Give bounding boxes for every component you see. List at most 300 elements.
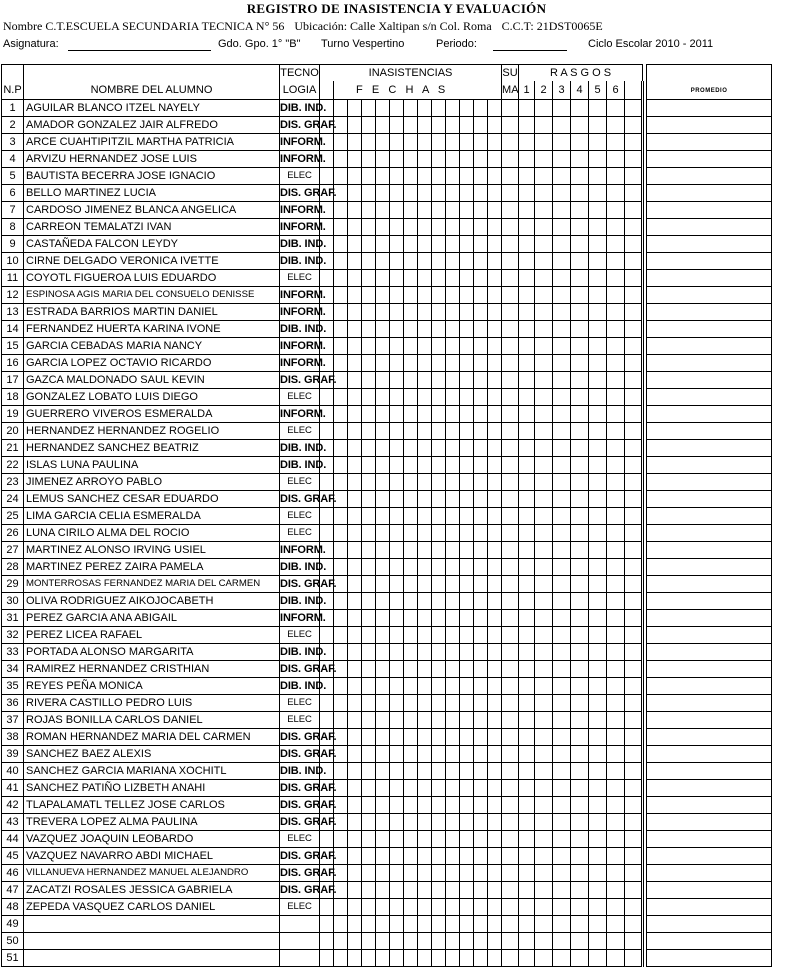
student-number: 31 xyxy=(2,610,24,627)
table-row xyxy=(2,916,772,933)
absence-cell xyxy=(488,440,502,457)
trait-spacer xyxy=(625,253,643,270)
table-row xyxy=(2,491,772,508)
absence-cell xyxy=(390,933,404,950)
school-info-line xyxy=(3,19,613,34)
technology-cell: DIS. GRAF. xyxy=(280,372,320,389)
absence-cell xyxy=(390,916,404,933)
absence-cell xyxy=(460,661,474,678)
table-row xyxy=(2,423,772,440)
absence-cell xyxy=(418,542,432,559)
absence-cell xyxy=(488,916,502,933)
trait-cell xyxy=(607,406,625,423)
trait-spacer xyxy=(625,916,643,933)
absence-cell xyxy=(432,746,446,763)
trait-cell xyxy=(607,440,625,457)
absence-cell xyxy=(418,389,432,406)
absence-cell xyxy=(432,712,446,729)
table-row xyxy=(2,559,772,576)
absence-cell xyxy=(446,831,460,848)
absence-cell xyxy=(474,542,488,559)
trait-cell xyxy=(589,610,607,627)
trait-cell xyxy=(571,831,589,848)
cycle-label: Ciclo Escolar 2010 - 2011 xyxy=(588,38,714,50)
absence-cell xyxy=(320,916,334,933)
absence-cell xyxy=(348,542,362,559)
absence-cell xyxy=(362,848,376,865)
absence-cell xyxy=(460,950,474,967)
absence-cell xyxy=(348,610,362,627)
trait-cell xyxy=(535,440,553,457)
trait-cell xyxy=(607,372,625,389)
average-cell xyxy=(647,576,772,593)
trait-cell xyxy=(571,168,589,185)
absence-cell xyxy=(460,372,474,389)
trait-cell xyxy=(553,933,571,950)
trait-cell xyxy=(553,882,571,899)
absence-cell xyxy=(348,780,362,797)
sum-cell xyxy=(502,865,519,882)
absence-cell xyxy=(404,814,418,831)
absence-cell xyxy=(362,100,376,117)
student-name: FERNANDEZ HUERTA KARINA IVONE xyxy=(24,321,280,338)
absence-cell xyxy=(488,882,502,899)
trait-cell xyxy=(589,797,607,814)
absence-cell xyxy=(488,202,502,219)
absence-cell xyxy=(390,746,404,763)
absence-cell xyxy=(376,712,390,729)
average-cell xyxy=(647,423,772,440)
absence-cell xyxy=(488,678,502,695)
absence-cell xyxy=(446,338,460,355)
absence-cell xyxy=(474,236,488,253)
absence-cell xyxy=(432,780,446,797)
absence-cell xyxy=(348,865,362,882)
trait-cell xyxy=(589,627,607,644)
trait-cell xyxy=(553,746,571,763)
absence-cell xyxy=(432,151,446,168)
sum-header-top: SU xyxy=(502,65,519,82)
absence-cell xyxy=(334,950,348,967)
absence-cell xyxy=(404,950,418,967)
absence-cell xyxy=(362,202,376,219)
absence-cell xyxy=(474,304,488,321)
table-row xyxy=(2,576,772,593)
absence-cell xyxy=(460,797,474,814)
average-cell xyxy=(647,848,772,865)
trait-cell xyxy=(535,202,553,219)
student-name: MONTERROSAS FERNANDEZ MARIA DEL CARMEN xyxy=(24,576,280,593)
trait-cell xyxy=(607,916,625,933)
sum-cell xyxy=(502,491,519,508)
absence-cell xyxy=(446,117,460,134)
absence-cell xyxy=(418,474,432,491)
absence-cell xyxy=(334,593,348,610)
trait-cell xyxy=(571,423,589,440)
absence-cell xyxy=(376,814,390,831)
student-number: 30 xyxy=(2,593,24,610)
trait-cell xyxy=(553,491,571,508)
student-number: 5 xyxy=(2,168,24,185)
trait-cell xyxy=(571,321,589,338)
sum-cell xyxy=(502,321,519,338)
trait-cell xyxy=(535,219,553,236)
trait-spacer xyxy=(625,81,643,100)
average-cell xyxy=(647,355,772,372)
name-header: NOMBRE DEL ALUMNO xyxy=(24,81,280,100)
trait-cell xyxy=(535,678,553,695)
technology-cell: INFORM. xyxy=(280,542,320,559)
trait-cell xyxy=(553,338,571,355)
absence-cell xyxy=(404,593,418,610)
absence-cell xyxy=(446,423,460,440)
absence-cell xyxy=(348,814,362,831)
trait-cell xyxy=(607,542,625,559)
absence-cell xyxy=(432,729,446,746)
trait-cell xyxy=(571,389,589,406)
absence-cell xyxy=(432,202,446,219)
trait-cell xyxy=(519,117,535,134)
absence-cell xyxy=(474,117,488,134)
absence-cell xyxy=(376,423,390,440)
absence-cell xyxy=(390,780,404,797)
absence-cell xyxy=(404,321,418,338)
absence-cell xyxy=(432,763,446,780)
absence-cell xyxy=(334,695,348,712)
absence-cell xyxy=(446,797,460,814)
absence-cell xyxy=(418,117,432,134)
table-row xyxy=(2,474,772,491)
absence-cell xyxy=(334,321,348,338)
absence-cell xyxy=(418,168,432,185)
absence-cell xyxy=(432,559,446,576)
technology-cell: INFORM. xyxy=(280,287,320,304)
absence-cell xyxy=(432,253,446,270)
trait-spacer xyxy=(625,338,643,355)
absence-cell xyxy=(432,627,446,644)
absence-cell xyxy=(362,882,376,899)
absence-cell xyxy=(488,389,502,406)
absence-cell xyxy=(460,236,474,253)
trait-cell xyxy=(519,610,535,627)
school-cct: C.C.T: 21DST0065E xyxy=(501,19,603,33)
table-row xyxy=(2,219,772,236)
trait-cell xyxy=(589,576,607,593)
absence-cell xyxy=(390,406,404,423)
average-cell xyxy=(647,117,772,134)
absence-cell xyxy=(446,236,460,253)
trait-cell xyxy=(535,763,553,780)
absence-cell xyxy=(418,644,432,661)
student-name: TLAPALAMATL TELLEZ JOSE CARLOS xyxy=(24,797,280,814)
absence-cell xyxy=(446,593,460,610)
trait-spacer xyxy=(625,304,643,321)
absence-cell xyxy=(348,882,362,899)
sum-cell xyxy=(502,423,519,440)
absence-cell xyxy=(404,933,418,950)
absence-cell xyxy=(446,576,460,593)
trait-cell xyxy=(535,100,553,117)
trait-cell xyxy=(553,389,571,406)
absence-cell xyxy=(362,508,376,525)
average-header xyxy=(647,81,772,100)
np-header-top xyxy=(2,65,24,82)
absence-cell xyxy=(488,338,502,355)
trait-cell xyxy=(519,168,535,185)
trait-cell xyxy=(607,100,625,117)
trait-cell xyxy=(607,593,625,610)
trait-cell xyxy=(589,712,607,729)
table-row xyxy=(2,899,772,916)
trait-cell xyxy=(535,593,553,610)
absence-cell xyxy=(334,610,348,627)
absence-cell xyxy=(376,100,390,117)
absence-cell xyxy=(460,423,474,440)
sum-cell xyxy=(502,848,519,865)
absence-cell xyxy=(404,865,418,882)
trait-cell xyxy=(607,882,625,899)
trait-cell xyxy=(607,202,625,219)
absence-cell xyxy=(460,508,474,525)
student-number: 1 xyxy=(2,100,24,117)
student-name xyxy=(24,916,280,933)
absence-cell xyxy=(362,253,376,270)
absence-cell xyxy=(432,185,446,202)
absence-cell xyxy=(390,865,404,882)
absence-cell xyxy=(418,134,432,151)
trait-cell xyxy=(535,559,553,576)
absence-cell xyxy=(320,270,334,287)
trait-cell xyxy=(607,338,625,355)
sum-cell xyxy=(502,712,519,729)
sum-cell xyxy=(502,678,519,695)
absence-cell xyxy=(488,100,502,117)
trait-cell xyxy=(607,355,625,372)
absence-cell xyxy=(348,899,362,916)
absence-cell xyxy=(348,729,362,746)
technology-cell: DIB. IND. xyxy=(280,559,320,576)
trait-cell xyxy=(535,627,553,644)
trait-spacer xyxy=(625,389,643,406)
trait-5-header: 5 xyxy=(589,81,607,100)
absence-cell xyxy=(348,185,362,202)
absence-cell xyxy=(460,695,474,712)
student-name: CARREON TEMALATZI IVAN xyxy=(24,219,280,236)
student-number: 49 xyxy=(2,916,24,933)
sum-cell xyxy=(502,916,519,933)
absence-cell xyxy=(404,287,418,304)
table-row xyxy=(2,389,772,406)
absence-cell xyxy=(432,508,446,525)
table-row xyxy=(2,814,772,831)
trait-cell xyxy=(589,678,607,695)
absence-cell xyxy=(474,270,488,287)
trait-cell xyxy=(607,321,625,338)
trait-cell xyxy=(553,627,571,644)
absence-cell xyxy=(390,338,404,355)
student-name: VAZQUEZ JOAQUIN LEOBARDO xyxy=(24,831,280,848)
absence-cell xyxy=(362,423,376,440)
trait-cell xyxy=(519,814,535,831)
absence-cell xyxy=(446,304,460,321)
student-name: LUNA CIRILO ALMA DEL ROCIO xyxy=(24,525,280,542)
trait-spacer xyxy=(625,270,643,287)
absence-cell xyxy=(348,457,362,474)
student-name: ZACATZI ROSALES JESSICA GABRIELA xyxy=(24,882,280,899)
absence-cell xyxy=(446,525,460,542)
sum-cell xyxy=(502,270,519,287)
table-row xyxy=(2,151,772,168)
absence-cell xyxy=(446,729,460,746)
average-cell xyxy=(647,219,772,236)
absence-cell xyxy=(460,287,474,304)
absence-cell xyxy=(376,865,390,882)
student-name: COYOTL FIGUEROA LUIS EDUARDO xyxy=(24,270,280,287)
student-name: RIVERA CASTILLO PEDRO LUIS xyxy=(24,695,280,712)
absence-cell xyxy=(348,797,362,814)
student-name: AGUILAR BLANCO ITZEL NAYELY xyxy=(24,100,280,117)
absence-cell xyxy=(348,287,362,304)
absence-cell xyxy=(362,814,376,831)
absence-cell xyxy=(362,338,376,355)
trait-cell xyxy=(589,423,607,440)
trait-cell xyxy=(589,134,607,151)
absence-cell xyxy=(460,678,474,695)
trait-cell xyxy=(535,831,553,848)
trait-cell xyxy=(553,644,571,661)
absence-cell xyxy=(446,661,460,678)
trait-spacer xyxy=(625,168,643,185)
sum-cell xyxy=(502,100,519,117)
average-cell xyxy=(647,389,772,406)
student-number: 3 xyxy=(2,134,24,151)
trait-cell xyxy=(589,593,607,610)
absence-cell xyxy=(362,780,376,797)
absence-cell xyxy=(376,576,390,593)
absence-cell xyxy=(488,593,502,610)
average-cell xyxy=(647,100,772,117)
absence-cell xyxy=(348,525,362,542)
trait-cell xyxy=(535,134,553,151)
absence-cell xyxy=(362,355,376,372)
absence-cell xyxy=(320,695,334,712)
average-cell xyxy=(647,593,772,610)
trait-cell xyxy=(553,763,571,780)
table-row xyxy=(2,321,772,338)
absence-cell xyxy=(432,134,446,151)
trait-cell xyxy=(535,253,553,270)
absence-cell xyxy=(376,763,390,780)
average-cell xyxy=(647,678,772,695)
absence-cell xyxy=(348,117,362,134)
sum-cell xyxy=(502,406,519,423)
absence-cell xyxy=(404,236,418,253)
absence-cell xyxy=(418,253,432,270)
trait-cell xyxy=(553,831,571,848)
sum-cell xyxy=(502,117,519,134)
absence-cell xyxy=(320,525,334,542)
absence-cell xyxy=(390,219,404,236)
absence-cell xyxy=(460,593,474,610)
trait-spacer xyxy=(625,746,643,763)
subject-blank xyxy=(68,38,211,51)
absence-cell xyxy=(404,746,418,763)
document-title: REGISTRO DE INASISTENCIA Y EVALUACIÓN xyxy=(246,1,547,16)
absence-cell xyxy=(432,168,446,185)
trait-cell xyxy=(519,389,535,406)
absence-cell xyxy=(446,508,460,525)
trait-spacer xyxy=(625,814,643,831)
trait-cell xyxy=(571,797,589,814)
absence-cell xyxy=(362,797,376,814)
absence-cell xyxy=(362,457,376,474)
absence-cell xyxy=(488,287,502,304)
student-number: 21 xyxy=(2,440,24,457)
technology-cell: DIB. IND. xyxy=(280,593,320,610)
absence-cell xyxy=(418,746,432,763)
absence-cell xyxy=(334,542,348,559)
absence-cell xyxy=(488,355,502,372)
absence-cell xyxy=(460,525,474,542)
absence-cell xyxy=(460,627,474,644)
trait-cell xyxy=(535,950,553,967)
absence-cell xyxy=(488,661,502,678)
average-cell xyxy=(647,270,772,287)
student-number: 51 xyxy=(2,950,24,967)
trait-cell xyxy=(589,814,607,831)
trait-cell xyxy=(607,678,625,695)
absence-cell xyxy=(488,304,502,321)
absence-cell xyxy=(390,491,404,508)
trait-cell xyxy=(553,780,571,797)
trait-cell xyxy=(607,576,625,593)
sum-cell xyxy=(502,236,519,253)
average-cell xyxy=(647,406,772,423)
trait-cell xyxy=(519,202,535,219)
trait-cell xyxy=(519,831,535,848)
absence-cell xyxy=(390,712,404,729)
absence-cell xyxy=(474,729,488,746)
average-cell xyxy=(647,950,772,967)
student-number: 15 xyxy=(2,338,24,355)
absence-cell xyxy=(320,899,334,916)
absence-cell xyxy=(460,117,474,134)
trait-cell xyxy=(519,355,535,372)
student-name: CARDOSO JIMENEZ BLANCA ANGELICA xyxy=(24,202,280,219)
absence-cell xyxy=(404,219,418,236)
absence-cell xyxy=(418,712,432,729)
trait-cell xyxy=(519,525,535,542)
trait-cell xyxy=(519,457,535,474)
absence-cell xyxy=(404,780,418,797)
absence-cell xyxy=(460,406,474,423)
absence-cell xyxy=(418,661,432,678)
student-number: 45 xyxy=(2,848,24,865)
trait-cell xyxy=(571,627,589,644)
table-row xyxy=(2,882,772,899)
absence-cell xyxy=(488,559,502,576)
student-name: ZEPEDA VASQUEZ CARLOS DANIEL xyxy=(24,899,280,916)
absence-cell xyxy=(460,491,474,508)
student-number: 25 xyxy=(2,508,24,525)
absence-cell xyxy=(348,746,362,763)
trait-cell xyxy=(607,780,625,797)
sum-header: MA xyxy=(502,81,519,100)
student-number: 8 xyxy=(2,219,24,236)
technology-cell: DIB. IND. xyxy=(280,763,320,780)
trait-cell xyxy=(589,236,607,253)
absence-cell xyxy=(348,168,362,185)
